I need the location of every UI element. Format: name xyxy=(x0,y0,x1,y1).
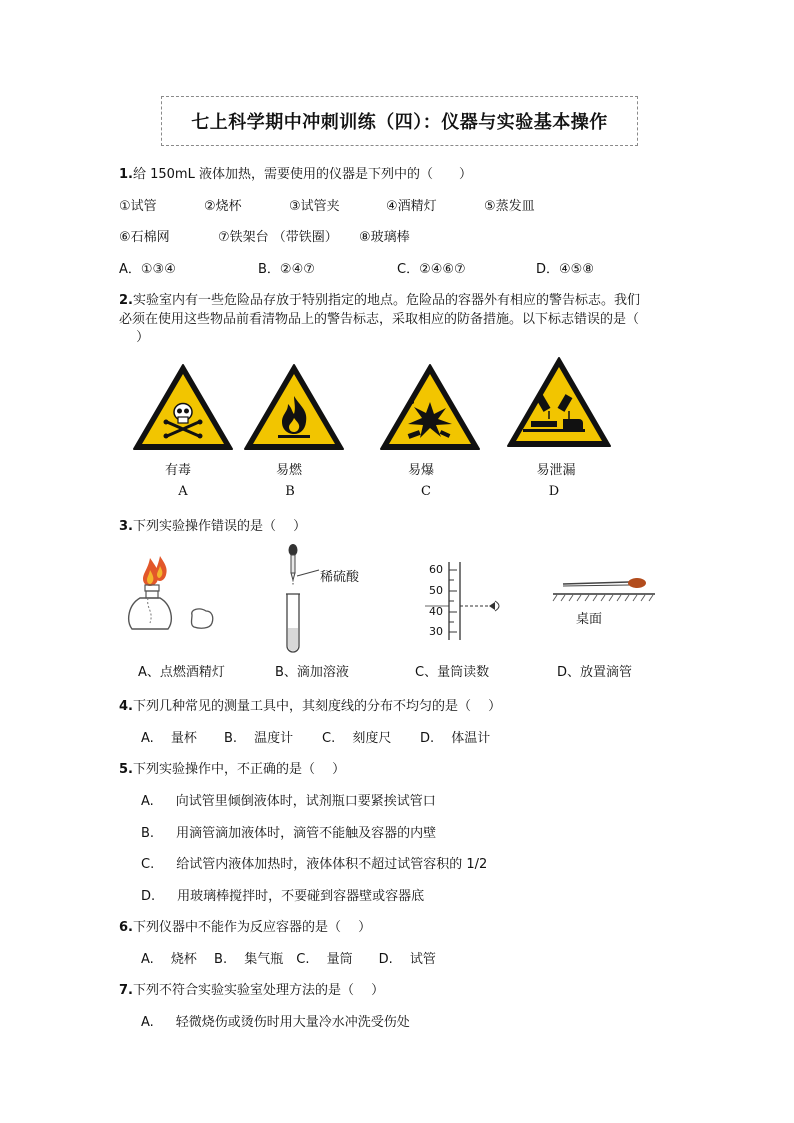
q4-option-b: B. 温度计 xyxy=(224,731,294,746)
q2-stem-line2: 必须在使用这些物品前看清物品上的警告标志，采取相应的防备措施。以下标志错误的是（ xyxy=(119,312,640,327)
q2-stem-line3: ） xyxy=(119,330,150,345)
sign-corrosive xyxy=(505,355,613,450)
q3-stem-text: 下列实验操作错误的是（ ） xyxy=(132,519,307,534)
table-label: 桌面 xyxy=(576,612,603,627)
sign-label-c: 易爆 xyxy=(407,463,434,478)
q5-option-text: 用滴管滴加液体时，滴管不能触及容器的内壁 xyxy=(176,826,437,841)
q1-option-b: B．②④⑦ xyxy=(258,262,315,277)
cylinder-tick-label: 60 xyxy=(429,563,443,576)
cylinder-tick-label: 50 xyxy=(429,584,443,597)
q1-item: ⑧玻璃棒 xyxy=(359,230,410,245)
q1-item: ②烧杯 xyxy=(204,199,242,214)
q1-item: ⑥石棉网 xyxy=(119,230,170,245)
sign-letter-b: B xyxy=(285,484,295,499)
q1-option-c: C．②④⑥⑦ xyxy=(397,262,466,277)
q3-option-c: C、量筒读数 xyxy=(415,665,490,680)
sign-letter-c: C xyxy=(421,484,431,499)
cylinder-tick-label: 30 xyxy=(429,625,443,638)
q7-option-text: 轻微烧伤或烫伤时用大量冷水冲洗受伤处 xyxy=(175,1015,410,1030)
q4-stem xyxy=(119,695,501,714)
q7-option-key: A. xyxy=(141,1015,154,1030)
title-box xyxy=(161,96,638,146)
q5-option-key: C. xyxy=(141,857,155,872)
q5-option-text: 向试管里倾倒液体时，试剂瓶口要紧挨试管口 xyxy=(175,794,436,809)
sign-label-a: 有毒 xyxy=(164,463,191,478)
q7-number: 7. xyxy=(119,983,133,998)
q5-option-key: A. xyxy=(141,794,154,809)
q1-stem xyxy=(119,163,472,182)
q4-stem-text: 下列几种常见的测量工具中，其刻度线的分布不均匀的是（ ） xyxy=(132,699,502,714)
sign-label-b: 易燃 xyxy=(275,463,302,478)
page-title: 七上科学期中冲刺训练（四）：仪器与实验基本操作 xyxy=(191,112,608,133)
q3-stem xyxy=(119,515,306,534)
alcohol-lamp-illustration xyxy=(120,553,220,638)
q5-option-text: 给试管内液体加热时，液体体积不超过试管容积的 1/2 xyxy=(176,857,488,872)
q2-stem-line1 xyxy=(119,289,640,308)
q6-options: A. 烧杯 B. 集气瓶 C. 量筒 D. 试管 xyxy=(141,952,436,967)
q3-option-b: B、滴加溶液 xyxy=(275,665,349,680)
sign-letter-d: D xyxy=(548,484,560,499)
q5-option-b xyxy=(141,822,436,841)
q1-item: ④酒精灯 xyxy=(386,199,437,214)
q1-number: 1. xyxy=(119,167,133,182)
q1-item: ⑦铁架台 （带铁圈） xyxy=(218,230,338,245)
dropper-label: 稀硫酸 xyxy=(320,570,360,585)
q5-option-c xyxy=(141,853,487,872)
q6-number: 6. xyxy=(119,920,133,935)
q7-option-a xyxy=(141,1011,410,1030)
sign-flammable xyxy=(242,362,346,452)
q6-stem xyxy=(119,916,371,935)
q4-number: 4. xyxy=(119,699,133,714)
q1-item: ⑤蒸发皿 xyxy=(484,199,535,214)
dropper-illustration xyxy=(280,542,320,657)
q5-stem-text: 下列实验操作中，不正确的是（ ） xyxy=(132,762,346,777)
q1-option-a: A．①③④ xyxy=(119,262,176,277)
q1-option-d: D．④⑤⑧ xyxy=(536,262,594,277)
cylinder-tick-label: 40 xyxy=(429,605,443,618)
q2-number: 2. xyxy=(119,293,133,308)
q5-option-key: D. xyxy=(141,889,156,904)
q6-stem-text: 下列仪器中不能作为反应容器的是（ ） xyxy=(132,920,372,935)
q5-stem xyxy=(119,758,345,777)
sign-explosive xyxy=(378,362,482,452)
q1-stem-text: 给 150mL 液体加热，需要使用的仪器是下列中的（ ） xyxy=(132,167,472,182)
q7-stem-text: 下列不符合实验实验室处理方法的是（ ） xyxy=(132,983,385,998)
q3-option-d: D、放置滴管 xyxy=(557,665,633,680)
q2-stem-text-1: 实验室内有一些危险品存放于特别指定的地点。危险品的容器外有相应的警告标志。我们 xyxy=(132,293,640,308)
q1-item: ①试管 xyxy=(119,199,157,214)
dropper-on-table-illustration xyxy=(553,572,657,604)
q5-number: 5. xyxy=(119,762,133,777)
q4-option-a: A. 量杯 xyxy=(141,731,197,746)
q3-number: 3. xyxy=(119,519,133,534)
q5-option-text: 用玻璃棒搅拌时，不要碰到容器壁或容器底 xyxy=(177,889,425,904)
q4-option-c: C. 刻度尺 xyxy=(322,731,392,746)
q1-item: ③试管夹 xyxy=(289,199,340,214)
q5-option-a xyxy=(141,790,436,809)
sign-toxic xyxy=(131,362,235,452)
q5-option-key: B. xyxy=(141,826,155,841)
sign-letter-a: A xyxy=(178,484,188,499)
q4-option-d: D. 体温计 xyxy=(420,731,491,746)
dropper-leader-line xyxy=(297,568,321,578)
q3-option-a: A、点燃酒精灯 xyxy=(138,665,225,680)
sign-label-d: 易泄漏 xyxy=(536,463,576,478)
q7-stem xyxy=(119,979,384,998)
q5-option-d xyxy=(141,885,424,904)
